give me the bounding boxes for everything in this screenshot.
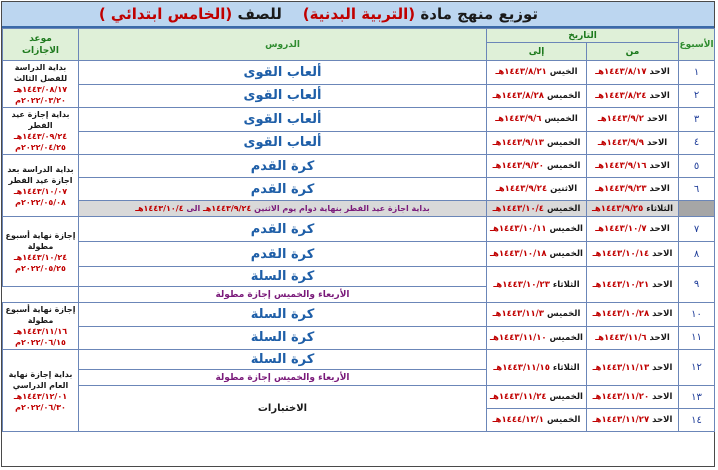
week-number: ١ xyxy=(679,61,715,85)
table-row xyxy=(3,350,715,370)
from-date: الاحد ١٤٤٣/١٠/٢٨هـ xyxy=(587,303,679,327)
exams-cell: الاختبارات xyxy=(79,386,487,432)
title-grade: (الخامس ابتدائي ) xyxy=(98,5,233,23)
to-date: الخميس ١٤٤٣/٨/٢٨هـ xyxy=(487,84,587,108)
lesson-cell: كرة السلة xyxy=(79,303,487,327)
week-number: ١٣ xyxy=(679,386,715,409)
to-date: الخميس ١٤٤٣/١١/٢٤هـ xyxy=(487,386,587,409)
from-date: الاحد ١٤٤٣/٩/١٦هـ xyxy=(587,155,679,178)
week-number: ٨ xyxy=(679,242,715,267)
lesson-cell: كرة السلة xyxy=(79,326,487,350)
from-date: الاحد ١٤٤٣/١١/٢٠هـ xyxy=(587,386,679,409)
header-lessons: الدروس xyxy=(79,29,487,61)
holiday-note: بداية إجازة عيد الفطر ١٤٤٣/٠٩/٢٤هـ ٢٠٢٢/٠٤/٢٥م xyxy=(3,108,79,155)
to-date: الثلاثاء ١٤٤٣/١٠/٢٣هـ xyxy=(487,267,587,303)
title-prefix: توزيع منهج مادة xyxy=(420,5,538,23)
lesson-cell: كرة القدم xyxy=(79,178,487,201)
lesson-cell: كرة القدم xyxy=(79,242,487,267)
from-date: الاحد ١٤٤٣/١٠/٧هـ xyxy=(587,217,679,242)
table-row xyxy=(3,155,715,178)
table-row xyxy=(3,242,715,267)
table-row xyxy=(3,326,715,350)
holiday-note: بداية الدراسة بعد اجازة عيد الفطر ١٤٤٣/١٠/٠٧هـ ٢٠٢٢/٠٥/٠٨م xyxy=(3,155,79,217)
from-date: الاحد ١٤٤٣/١١/٦هـ xyxy=(587,326,679,350)
table-row xyxy=(3,84,715,108)
week-number: ٥ xyxy=(679,155,715,178)
from-date: الاحد ١٤٤٣/١٠/٢١هـ xyxy=(587,267,679,303)
to-date: الخميس ١٤٤٣/٩/١٣هـ xyxy=(487,131,587,155)
week-number: ٦ xyxy=(679,178,715,201)
from-date: الاحد ١٤٤٣/٩/٢٣هـ xyxy=(587,178,679,201)
week-number: ٤ xyxy=(679,131,715,155)
lesson-cell: ألعاب القوى xyxy=(79,131,487,155)
header-holidays: موعد الاجازات xyxy=(3,29,79,61)
week-number: ٣ xyxy=(679,108,715,132)
to-date: الخميس ١٤٤٣/١٠/١٨هـ xyxy=(487,242,587,267)
lesson-note: الأربعاء والخميس إجازة مطولة xyxy=(79,287,487,303)
header-to: إلى xyxy=(487,43,587,61)
table-row xyxy=(3,303,715,327)
holiday-note: إجازة نهاية أسبوع مطولة ١٤٤٣/١٠/٢٤هـ ٢٠٢٢/٠٥/٢٥م xyxy=(3,217,79,287)
lesson-cell: ألعاب القوى xyxy=(79,84,487,108)
week-number: ١٢ xyxy=(679,350,715,386)
lesson-cell: كرة السلة xyxy=(79,267,487,287)
week-number: ١٤ xyxy=(679,409,715,432)
to-date: الخميس ١٤٤٣/١١/٣هـ xyxy=(487,303,587,327)
from-date: الاحد ١٤٤٣/١١/١٣هـ xyxy=(587,350,679,386)
from-date: الاحد ١٤٤٣/٨/٢٤هـ xyxy=(587,84,679,108)
eid-banner: بداية اجازة عيد الفطر بنهاية دوام يوم الاثنين ١٤٤٣/٩/٢٤هـ الى ١٤٤٣/١٠/٤هـ xyxy=(79,201,487,217)
table-row xyxy=(3,61,715,85)
lesson-note: الأربعاء والخميس إجازة مطولة xyxy=(79,370,487,386)
title-for-class: للصف xyxy=(237,5,282,23)
to-date: الخميس ١٤٤٣/٩/٦هـ xyxy=(487,108,587,132)
to-date: الاثنين ١٤٤٣/٩/٢٤هـ xyxy=(487,178,587,201)
week-number: ٧ xyxy=(679,217,715,242)
from-date: الاحد ١٤٤٣/٩/٢هـ xyxy=(587,108,679,132)
page-title xyxy=(99,5,538,23)
table-row xyxy=(3,386,715,409)
holiday-note: إجازة نهاية أسبوع مطولة ١٤٤٣/١١/١٦هـ ٢٠٢٢/٠٦/١٥م xyxy=(3,303,79,350)
table-row xyxy=(3,217,715,242)
from-date: الاحد ١٤٤٣/١٠/١٤هـ xyxy=(587,242,679,267)
to-date: الخميس ١٤٤٣/٩/٢٠هـ xyxy=(487,155,587,178)
table-row xyxy=(3,178,715,201)
blank-week-cell xyxy=(679,201,715,217)
lesson-cell: كرة القدم xyxy=(79,155,487,178)
from-date: الاحد ١٤٤٣/١١/٢٧هـ xyxy=(587,409,679,432)
to-date: الخميس ١٤٤٤/١٢/١هـ xyxy=(487,409,587,432)
to-date: الخميس ١٤٤٣/١٠/١١هـ xyxy=(487,217,587,242)
schedule-table xyxy=(2,28,715,432)
header-from: من xyxy=(587,43,679,61)
title-subject: (التربية البدنية) xyxy=(302,5,416,23)
week-number: ٢ xyxy=(679,84,715,108)
from-date: الثلاثاء ١٤٤٣/٩/٢٥هـ xyxy=(587,201,679,217)
lesson-cell: كرة القدم xyxy=(79,217,487,242)
holiday-note: بداية الدراسة للفصل الثالث ١٤٤٣/٠٨/١٧هـ ٢٠٢٢/٠٣/٢٠م xyxy=(3,61,79,108)
lesson-cell: ألعاب القوى xyxy=(79,108,487,132)
header-date: التاريخ xyxy=(487,29,679,43)
holiday-note: بداية إجازة نهاية العام الدراسي ١٤٤٣/١٢/٠١هـ ٢٠٢٢/٠٦/٣٠م xyxy=(3,350,79,432)
week-number: ١٠ xyxy=(679,303,715,327)
to-date: الخميس ١٤٤٣/١٠/٤هـ xyxy=(487,201,587,217)
lesson-cell: كرة السلة xyxy=(79,350,487,370)
lesson-cell: ألعاب القوى xyxy=(79,61,487,85)
week-number: ٩ xyxy=(679,267,715,303)
week-number: ١١ xyxy=(679,326,715,350)
title-bar xyxy=(2,2,714,28)
table-row xyxy=(3,131,715,155)
header-week: الأسبوع xyxy=(679,29,715,61)
table-row xyxy=(3,267,715,287)
to-date: الخميس ١٤٤٣/١١/١٠هـ xyxy=(487,326,587,350)
from-date: الاحد ١٤٤٣/٨/١٧هـ xyxy=(587,61,679,85)
from-date: الاحد ١٤٤٣/٩/٩هـ xyxy=(587,131,679,155)
to-date: الخيس ١٤٤٣/٨/٢١هـ xyxy=(487,61,587,85)
to-date: الثلاثاء ١٤٤٣/١١/١٥هـ xyxy=(487,350,587,386)
table-row xyxy=(3,108,715,132)
eid-row xyxy=(3,201,715,217)
